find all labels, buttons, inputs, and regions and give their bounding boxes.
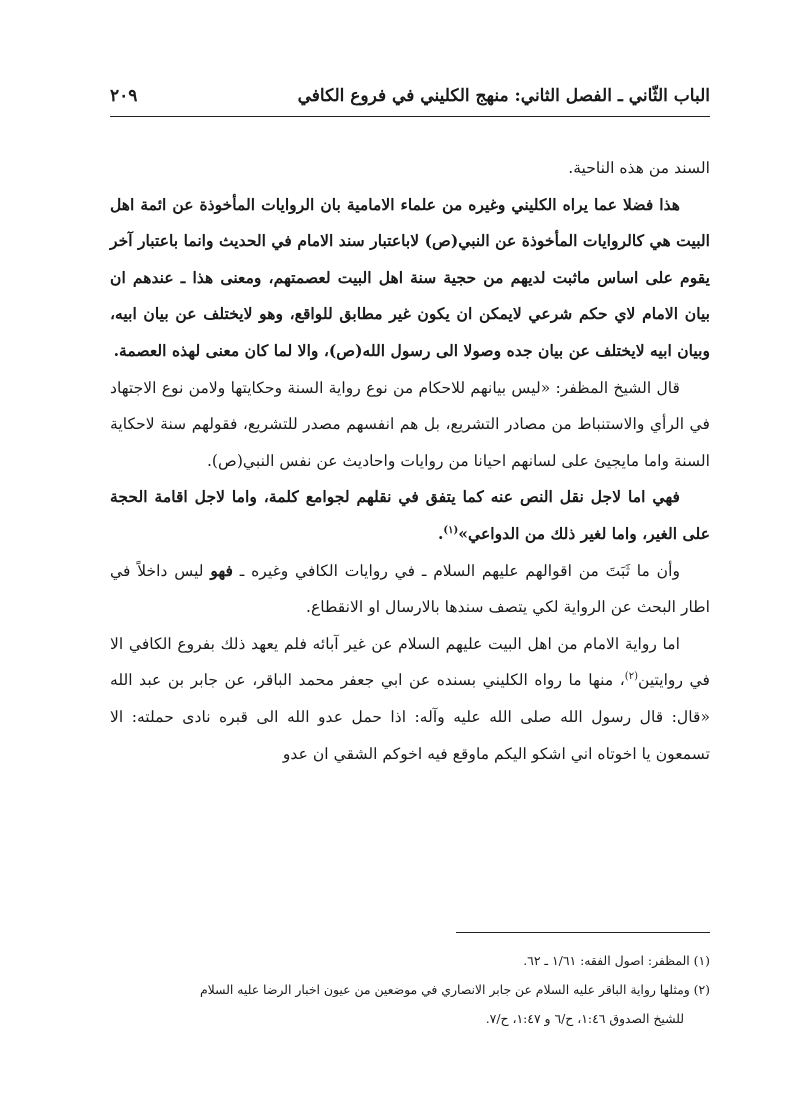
footnote-ref-1[interactable]: (١) bbox=[443, 524, 459, 536]
page-header bbox=[110, 80, 710, 117]
paragraph-4-end: . bbox=[437, 523, 444, 543]
paragraph-5-text-c: ليس داخلاً في اطار البحث عن الرواية لكي يتصف سندها بالارسال او الانقطاع. bbox=[110, 561, 710, 617]
footnotes bbox=[110, 946, 710, 1033]
footnote-1: (١) المظفر: اصول الفقه: ١/٦١ ـ ٦٢. bbox=[523, 953, 710, 968]
paragraph-6-text-a: اما رواية الامام من اهل البيت عليهم السلام عن غير آبائه فلم يعهد ذلك بفروع الكافي الا في روايتين bbox=[110, 634, 710, 690]
paragraph-6 bbox=[110, 626, 710, 772]
paragraph-1: السند من هذه الناحية. bbox=[568, 159, 710, 177]
footnote-divider bbox=[456, 932, 710, 933]
running-title: الباب الثّاني ـ الفصل الثاني: منهج الكليني في فروع الكافي bbox=[297, 86, 710, 106]
page-number: ٢٠٩ bbox=[110, 86, 138, 106]
paragraph-5-bold: فهو bbox=[210, 560, 234, 580]
footnote-2: (٢) ومثلها رواية الباقر عليه السلام عن جابر الانصاري في موضعين من عيون اخبار الرضا عليه السلام bbox=[199, 982, 710, 997]
paragraph-4 bbox=[110, 479, 710, 552]
paragraph-6-text-b: ، منها ما رواه الكليني بسنده عن ابي جعفر محمد الباقر، عن جابر بن عبد الله «قال: قال رسول الله صلى الله عليه وآله: اذا حمل عدو الله الى قبره نادى حملته: الا تسمعون يا اخوتاه اني اشكو اليكم ماوقع فيه اخوكم الشقي ان عدو bbox=[110, 671, 710, 763]
paragraph-5 bbox=[110, 553, 710, 626]
paragraph-2: هذا فضلا عما يراه الكليني وغيره من علماء الامامية بان الروايات المأخوذة عن ائمة اهل البيت هي كالروايات المأخوذة عن النبي(ص) لاباعتبار سند الامام في الحديث وانما باعتبار آخر يقوم على اساس ماثبت لديهم من حجية سنة اهل البيت لعصمتهم، ومعنى هذا ـ عندهم ان بيان الامام لاي حكم شرعي لايمكن ان يكون غير مطابق للواقع، وهو لايختلف عن بيان ابيه، وبيان ابيه لايختلف عن بيان جده وصولا الى رسول الله(ص)، والا لما كان معنى لهذه العصمة. bbox=[110, 194, 710, 360]
paragraph-3: قال الشيخ المظفر: «ليس بيانهم للاحكام من نوع رواية السنة وحكايتها ولامن نوع الاجتهاد في الرأي والاستنباط من مصادر التشريع، بل هم انفسهم مصدر للتشريع، فقولهم سنة لاحكاية السنة واما مايجيئ على لسانهم احيانا من روايات واحاديث عن نفس النبي(ص). bbox=[110, 378, 710, 470]
body-text bbox=[110, 150, 710, 772]
paragraph-5-text-a: وأن ما ثَبَتَ من اقوالهم عليهم السلام ـ في روايات الكافي وغيره ـ bbox=[233, 561, 680, 580]
paragraph-4-text: فهي اما لاجل نقل النص عنه كما يتفق في نقلهم لجوامع كلمة، واما لاجل اقامة الحجة على الغير، واما لغير ذلك من الدواعي» bbox=[110, 487, 710, 543]
footnote-ref-2[interactable]: (٢) bbox=[624, 671, 638, 683]
footnote-2-continued: للشيخ الصدوق ١:٤٦، ح/٦ و ١:٤٧، ح/٧. bbox=[485, 1011, 684, 1026]
